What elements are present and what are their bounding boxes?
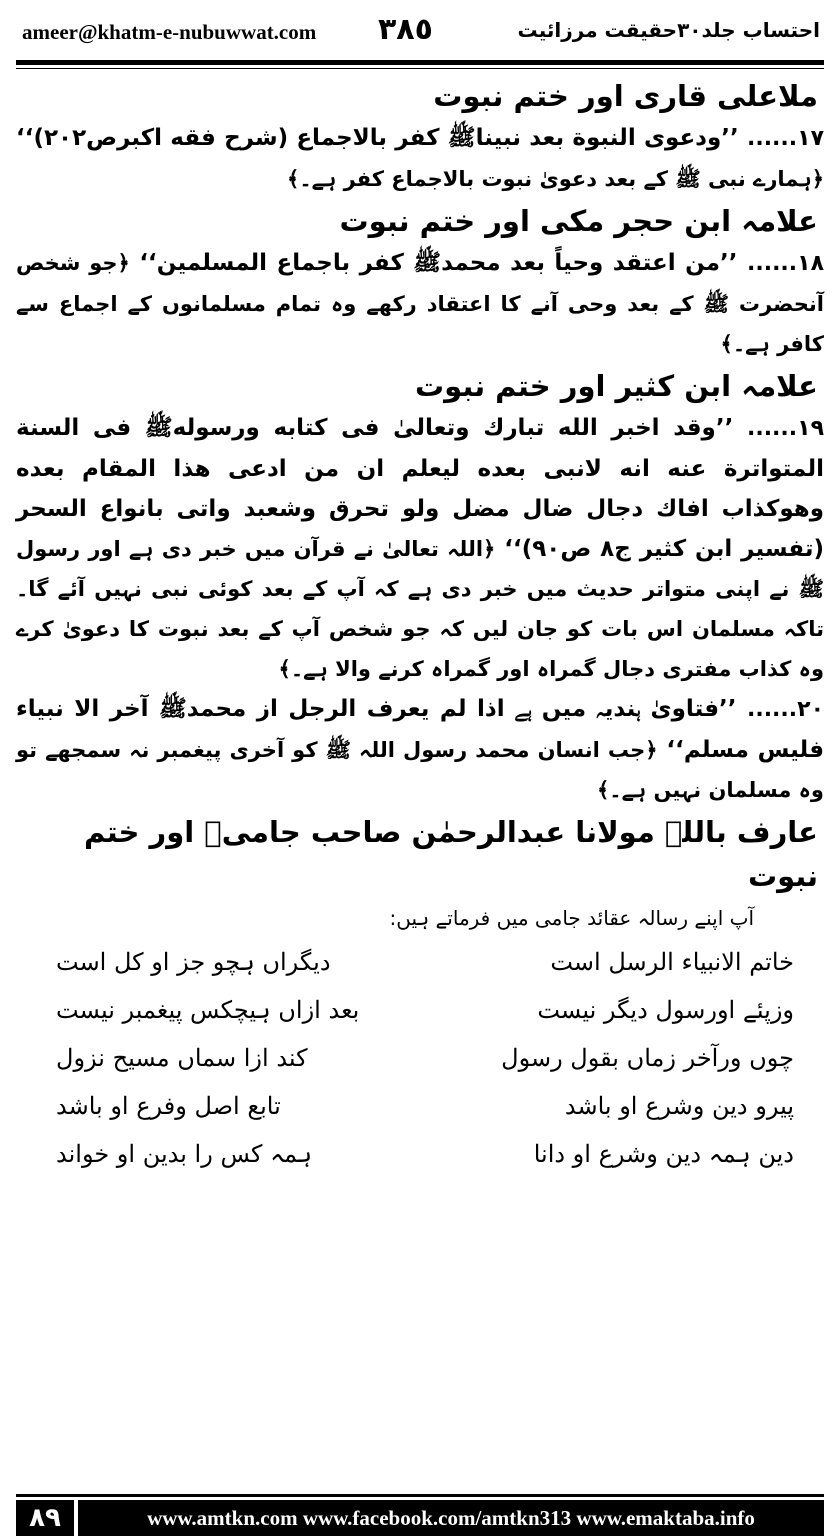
urdu-translation: ﴿جو شخص آنحضرت ﷺ کے بعد وحی آنے کا اعتقاد رکھے وہ تمام مسلمانوں کے اجماع سے کافر ہے۔﴾ xyxy=(16,251,824,356)
verse-left: کند ازا سماں مسیح نزول xyxy=(56,1044,308,1072)
urdu-translation: ﴿ہمارے نبی ﷺ کے بعد دعویٰ نبوت بالاجماع کفر ہے۔﴾ xyxy=(287,167,824,191)
verse-left: بعد ازاں ہیچکس پیغمبر نیست xyxy=(56,996,360,1024)
arabic-quote xyxy=(16,118,824,199)
verse-line xyxy=(16,1130,824,1178)
arabic-text: ’’وقد اخبر الله تبارك وتعالیٰ فی کتابه ورسولهﷺ فی السنة المتواترة عنه انه لانبی بعده لیعلم ان من ادعی هذا المقام بعده وهوکذاب افاك دجال ضال مضل ولو تحرق وشعبد واتی بانواع السحر (تفسیر ابن کثیر ج۸ ص۹۰)‘‘ xyxy=(16,415,824,562)
verse-line xyxy=(16,1082,824,1130)
verse-left: تابع اصل وفرع او باشد xyxy=(56,1092,281,1120)
page-header xyxy=(0,0,840,56)
verse-left: دیگراں ہچو جز او کل است xyxy=(56,948,331,976)
header-email: ameer@khatm-e-nubuwwat.com xyxy=(22,20,317,44)
section-heading: علامہ ابن حجر مکی اور ختم نبوت xyxy=(339,204,818,238)
item-number: ٢٠...... xyxy=(746,697,824,722)
urdu-translation: ﴿اللہ تعالیٰ نے قرآن میں خبر دی ہے اور رسول ﷺ نے اپنی متواتر حدیث میں خبر دی ہے کہ آپ کے بعد کوئی نبی نہیں آئے گا۔ تاکہ مسلمان اس بات کو جان لیں کہ جو شخص آپ کے بعد نبوت کا دعویٰ کرے وہ کذاب مفتری دجال گمراہ اور گمراہ کرنے والا ہے۔﴾ xyxy=(16,537,824,681)
verse-right: خاتم الانبیاء الرسل است xyxy=(550,948,794,976)
urdu-translation: ﴿جب انسان محمد رسول اللہ ﷺ کو آخری پیغمبر نہ سمجھے تو وہ مسلمان نہیں ہے۔﴾ xyxy=(16,738,824,802)
verse-right: چوں ورآخر زماں بقول رسول xyxy=(501,1044,794,1072)
verse-right: پیرو دین وشرع او باشد xyxy=(564,1092,794,1120)
header-page-number: ٣٨٥ xyxy=(378,12,433,47)
verse-line xyxy=(16,1034,824,1082)
running-title: احتساب جلد۳۰حقیقت مرزائیت xyxy=(517,18,820,42)
verse-right: وزپئے اورسول دیگر نیست xyxy=(537,996,794,1024)
arabic-text: ’’من اعتقد وحیاً بعد محمدﷺ کفر باجماع المسلمین‘‘ xyxy=(139,250,738,276)
section-heading-jami: عارف باللہ مولانا عبدالرحمٰن صاحب جامیؒ اور ختم نبوت xyxy=(83,815,818,893)
header-rule-thin xyxy=(16,68,824,69)
arabic-quote xyxy=(16,689,824,810)
item-number: ١٨...... xyxy=(747,251,825,276)
item-number: ١٩...... xyxy=(746,416,824,441)
item-number: ١٧...... xyxy=(746,126,824,151)
footer-rule xyxy=(16,1494,824,1497)
footer-links[interactable]: www.amtkn.com www.facebook.com/amtkn313 www.emaktaba.info xyxy=(78,1500,824,1536)
section-heading: ملاعلی قاری اور ختم نبوت xyxy=(433,79,818,113)
section-heading: علامہ ابن کثیر اور ختم نبوت xyxy=(415,369,818,403)
verse-right: دین ہمہ دین وشرع او دانا xyxy=(533,1140,794,1168)
header-rule xyxy=(16,60,824,65)
arabic-text: ’’ودعوی النبوة بعد نبیناﷺ کفر بالاجماع (شرح فقه اکبرص۲۰۲)‘‘ xyxy=(16,125,739,151)
footer-page-number: ٨٩ xyxy=(16,1500,74,1536)
verse-line xyxy=(16,938,824,986)
arabic-quote xyxy=(16,408,824,689)
jami-intro: آپ اپنے رسالہ عقائد جامی میں فرماتے ہیں: xyxy=(389,906,754,930)
page-body xyxy=(16,74,824,1464)
verse-left: ہمہ کس را بدین او خواند xyxy=(56,1140,313,1168)
arabic-text: ’’فتاویٰ ہندیہ میں ہے اذا لم یعرف الرجل از محمدﷺ آخر الا نبیاء فلیس مسلم‘‘ xyxy=(16,696,824,763)
verse-line xyxy=(16,986,824,1034)
arabic-quote xyxy=(16,243,824,364)
